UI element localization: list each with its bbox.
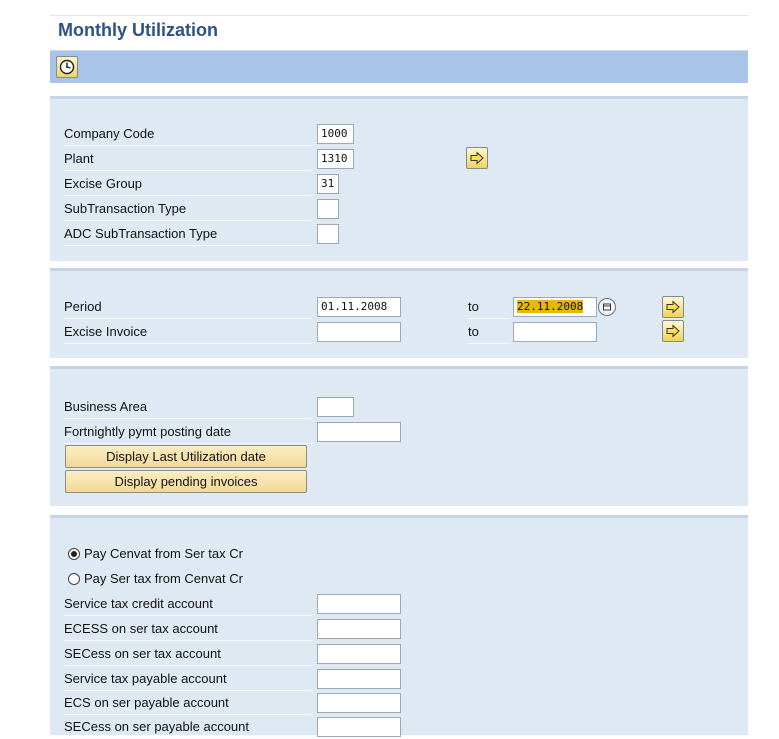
period-to-label: to xyxy=(468,296,510,319)
sub-transaction-type-label: SubTransaction Type xyxy=(64,198,312,221)
arrow-right-icon xyxy=(663,321,683,341)
sub-transaction-type-input[interactable] xyxy=(317,199,339,219)
excise-group-label: Excise Group xyxy=(64,173,312,196)
plant-input[interactable]: 1310 xyxy=(317,149,354,169)
section-period xyxy=(50,268,748,358)
arrow-right-icon xyxy=(467,148,487,168)
execute-button[interactable] xyxy=(56,56,78,78)
ecs-ser-payable-account-input[interactable] xyxy=(317,693,401,713)
company-code-label: Company Code xyxy=(64,123,312,146)
radio-pay-ser-tax-label: Pay Ser tax from Cenvat Cr xyxy=(84,571,243,586)
execute-clock-icon xyxy=(57,57,77,77)
ecs-ser-payable-account-label: ECS on ser payable account xyxy=(64,692,312,715)
secess-ser-tax-account-label: SECess on ser tax account xyxy=(64,643,312,666)
plant-label: Plant xyxy=(64,148,312,171)
calendar-icon xyxy=(599,299,615,315)
secess-ser-payable-account-label: SECess on ser payable account xyxy=(64,716,312,739)
section-service-tax xyxy=(50,515,748,735)
multiple-selection-plant-button[interactable] xyxy=(466,147,488,169)
secess-ser-tax-account-input[interactable] xyxy=(317,644,401,664)
multiple-selection-period-button[interactable] xyxy=(662,296,684,318)
period-to-value: 22.11.2008 xyxy=(517,300,584,313)
radio-pay-cenvat-label: Pay Cenvat from Ser tax Cr xyxy=(84,546,243,561)
application-toolbar xyxy=(50,50,748,83)
ecess-ser-tax-account-input[interactable] xyxy=(317,619,401,639)
display-last-utilization-date-button[interactable]: Display Last Utilization date xyxy=(65,445,307,468)
excise-invoice-label: Excise Invoice xyxy=(64,321,312,344)
period-label: Period xyxy=(64,296,312,319)
period-to-input[interactable] xyxy=(513,297,597,317)
excise-invoice-from-input[interactable] xyxy=(317,322,401,342)
adc-sub-transaction-type-label: ADC SubTransaction Type xyxy=(64,223,312,246)
service-tax-credit-account-input[interactable] xyxy=(317,594,401,614)
company-code-input[interactable]: 1000 xyxy=(317,124,354,144)
arrow-right-icon xyxy=(663,297,683,317)
business-area-input[interactable] xyxy=(317,397,354,417)
adc-sub-transaction-type-input[interactable] xyxy=(317,224,339,244)
excise-invoice-to-input[interactable] xyxy=(513,322,597,342)
radio-pay-cenvat-from-ser-tax[interactable] xyxy=(68,548,80,560)
section-organization xyxy=(50,96,748,261)
display-pending-invoices-button[interactable]: Display pending invoices xyxy=(65,470,307,493)
secess-ser-payable-account-input[interactable] xyxy=(317,717,401,737)
calendar-help-button[interactable] xyxy=(598,298,616,316)
service-tax-payable-account-input[interactable] xyxy=(317,669,401,689)
section-business-area xyxy=(50,366,748,506)
ecess-ser-tax-account-label: ECESS on ser tax account xyxy=(64,618,312,641)
excise-group-input[interactable]: 31 xyxy=(317,174,339,194)
business-area-label: Business Area xyxy=(64,396,312,419)
multiple-selection-invoice-button[interactable] xyxy=(662,320,684,342)
top-divider xyxy=(50,15,748,16)
fortnightly-date-label: Fortnightly pymt posting date xyxy=(64,421,312,444)
fortnightly-date-input[interactable] xyxy=(317,422,401,442)
service-tax-credit-account-label: Service tax credit account xyxy=(64,593,312,616)
radio-pay-ser-tax-from-cenvat[interactable] xyxy=(68,573,80,585)
excise-invoice-to-label: to xyxy=(468,321,510,344)
page-title: Monthly Utilization xyxy=(58,20,218,40)
service-tax-payable-account-label: Service tax payable account xyxy=(64,668,312,691)
period-from-input[interactable]: 01.11.2008 xyxy=(317,297,401,317)
